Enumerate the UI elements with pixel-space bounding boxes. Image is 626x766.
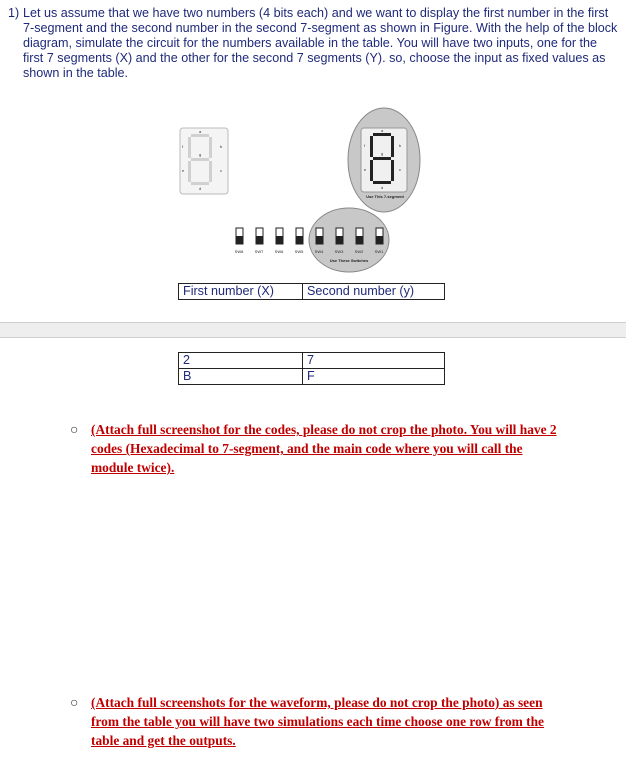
seg-g-left: g xyxy=(199,152,202,157)
bullet-icon: ○ xyxy=(70,421,79,437)
seg-e-left: e xyxy=(182,168,185,173)
switch-label-sw7: SW7 xyxy=(254,249,264,254)
seg-a-right: a xyxy=(381,128,384,133)
right-display-label: Use This 7-segment xyxy=(366,194,404,199)
switch-sw1 xyxy=(376,228,383,244)
left-seven-segment-display xyxy=(180,128,228,194)
seg-a-left: a xyxy=(199,129,202,134)
seg-c-right: c xyxy=(399,167,401,172)
question-number: 1) xyxy=(8,6,20,20)
header-first-number: First number (X) xyxy=(179,284,303,300)
seg-e-right: e xyxy=(364,167,367,172)
switch-label-sw2: SW2 xyxy=(354,249,364,254)
switch-sw6 xyxy=(276,228,283,244)
question-text: Let us assume that we have two numbers (4 bits each) and we want to display the first number in the first 7-segment and the second number in the second 7-segment as shown in Figure. With the help of the block diagram, simulate the circuit for the numbers available in the table. You will have two inputs, one for the first 7 segments (X) and the other for the second 7 segments (Y). so, choose the input as fixed values as shown in the table. xyxy=(23,6,618,80)
header-table xyxy=(178,283,445,300)
seg-b-left: b xyxy=(220,144,223,149)
switch-group-label: Use These Switches xyxy=(329,258,369,263)
seg-b-right: b xyxy=(399,143,402,148)
switch-label-sw8: SW8 xyxy=(234,249,244,254)
switch-sw7 xyxy=(256,228,263,244)
values-table xyxy=(178,352,445,385)
switch-label-sw3: SW3 xyxy=(334,249,344,254)
seg-d-right: d xyxy=(381,185,384,190)
bullet-icon: ○ xyxy=(70,694,79,710)
row1-y: 7 xyxy=(303,353,445,369)
seg-c-left: c xyxy=(220,168,222,173)
seg-f-right: f xyxy=(364,143,366,148)
page-break-band xyxy=(0,322,626,338)
block-diagram-figure xyxy=(0,0,626,310)
switch-sw4 xyxy=(316,228,323,244)
table-row xyxy=(179,369,445,385)
switch-sw8 xyxy=(236,228,243,244)
switch-sw2 xyxy=(356,228,363,244)
instruction-codes: (Attach full screenshot for the codes, please do not crop the photo. You will have 2 codes (Hexadecimal to 7-segment, and the main code where you will call the module twice). xyxy=(91,422,557,475)
switch-label-sw1: SW1 xyxy=(374,249,384,254)
switch-label-sw5: SW5 xyxy=(294,249,304,254)
row1-x: 2 xyxy=(179,353,303,369)
switch-label-sw4: SW4 xyxy=(314,249,324,254)
switch-sw3 xyxy=(336,228,343,244)
right-seven-segment-display xyxy=(348,108,420,212)
seg-g-right: g xyxy=(381,151,384,156)
instruction-waveform: (Attach full screenshots for the waveform, please do not crop the photo) as seen from the table you will have two simulations each time choose one row from the table and get the outputs. xyxy=(91,695,545,748)
table-row xyxy=(179,353,445,369)
header-second-number: Second number (y) xyxy=(303,284,445,300)
switch-sw5 xyxy=(296,228,303,244)
row2-x: B xyxy=(179,369,303,385)
row2-y: F xyxy=(303,369,445,385)
switch-label-sw6: SW6 xyxy=(274,249,284,254)
seg-f-left: f xyxy=(182,144,184,149)
seg-d-left: d xyxy=(199,186,202,191)
